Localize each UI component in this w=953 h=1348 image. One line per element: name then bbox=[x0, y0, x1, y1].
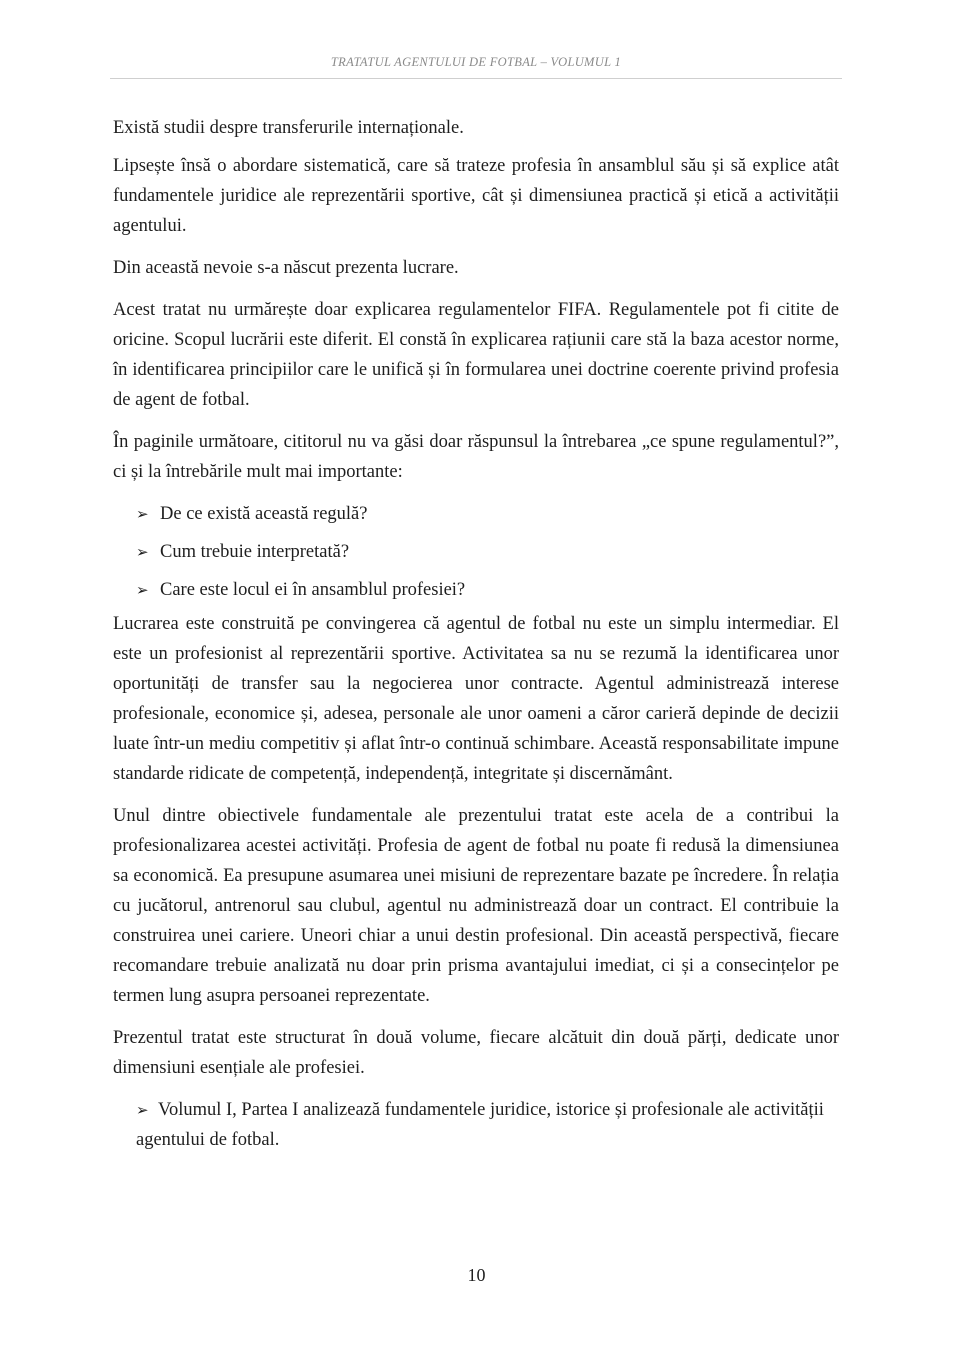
list-item-text: Volumul I, Partea I analizează fundamentele juridice, istorice și profesionale ale activității agentului de fotbal. bbox=[136, 1100, 824, 1150]
header-divider bbox=[110, 78, 842, 79]
page-number: 10 bbox=[467, 1265, 486, 1285]
list-item bbox=[136, 1095, 839, 1155]
list-item-text: Care este locul ei în ansamblul profesiei? bbox=[160, 580, 466, 600]
list-item-text: Cum trebuie interpretată? bbox=[160, 542, 350, 562]
arrow-bullet-icon: ➢ bbox=[136, 543, 149, 561]
running-header: TRATATUL AGENTULUI DE FOTBAL – VOLUMUL 1 bbox=[330, 55, 622, 69]
paragraph: Există studii despre transferurile internaționale. bbox=[113, 118, 464, 138]
paragraph: Lucrarea este construită pe convingerea că agentul de fotbal nu este un simplu intermediar. El este un profesionist al reprezentării sportive. Activitatea sa nu se rezumă la identificarea unor oportunități de transfer sau la negocierea unor contracte. Agentul administrează interese profesionale, economice și, adesea, personale ale unor oameni a căror carieră depinde de decizii luate într-un mediu competitiv și aflat într-o continuă schimbare. Această responsabilitate impune standarde ridicate de competență, independență, integritate și discernământ. bbox=[113, 614, 839, 784]
paragraph: Unul dintre obiectivele fundamentale ale prezentului tratat este acela de a contribui la profesionalizarea acestei activități. Profesia de agent de fotbal nu poate fi redusă la dimensiunea sa economică. Ea presupune asumarea unei misiuni de reprezentare bazate pe încredere. În relația cu jucătorul, antrenorul sau clubul, agentul nu administrează doar un contract. El contribuie la construirea unei cariere. Uneori chiar a unui destin profesional. Din această perspectivă, fiecare recomandare trebuie analizată nu doar prin prisma avantajului imediat, ci și a consecințelor pe termen lung asupra persoanei reprezentate. bbox=[113, 806, 839, 1006]
structure-list bbox=[113, 1095, 839, 1155]
paragraph: Lipsește însă o abordare sistematică, care să trateze profesia în ansamblul său și să explice atât fundamentele juridice ale reprezentării sportive, cât și dimensiunea practică și etică a activității agentului. bbox=[113, 156, 839, 236]
paragraph: În paginile următoare, cititorul nu va găsi doar răspunsul la întrebarea „ce spune regulamentul?”, ci și la întrebările mult mai importante: bbox=[113, 432, 839, 482]
list-item bbox=[136, 537, 839, 567]
paragraph: Acest tratat nu urmărește doar explicarea regulamentelor FIFA. Regulamentele pot fi citite de oricine. Scopul lucrării este diferit. El constă în explicarea rațiunii care stă la baza acestor norme, în identificarea principiilor care le unifică și în formularea unei doctrine coerente privind profesia de agent de fotbal. bbox=[113, 300, 839, 410]
paragraph: Din această nevoie s-a născut prezenta lucrare. bbox=[113, 258, 459, 278]
arrow-bullet-icon: ➢ bbox=[136, 505, 149, 523]
page-body bbox=[113, 113, 839, 1155]
question-list bbox=[113, 499, 839, 605]
arrow-bullet-icon: ➢ bbox=[136, 1101, 149, 1119]
list-item bbox=[136, 499, 839, 529]
arrow-bullet-icon: ➢ bbox=[136, 581, 149, 599]
list-item-text: De ce există această regulă? bbox=[160, 504, 368, 524]
list-item bbox=[136, 575, 839, 605]
paragraph: Prezentul tratat este structurat în două volume, fiecare alcătuit din două părți, dedicate unor dimensiuni esențiale ale profesiei. bbox=[113, 1028, 839, 1078]
